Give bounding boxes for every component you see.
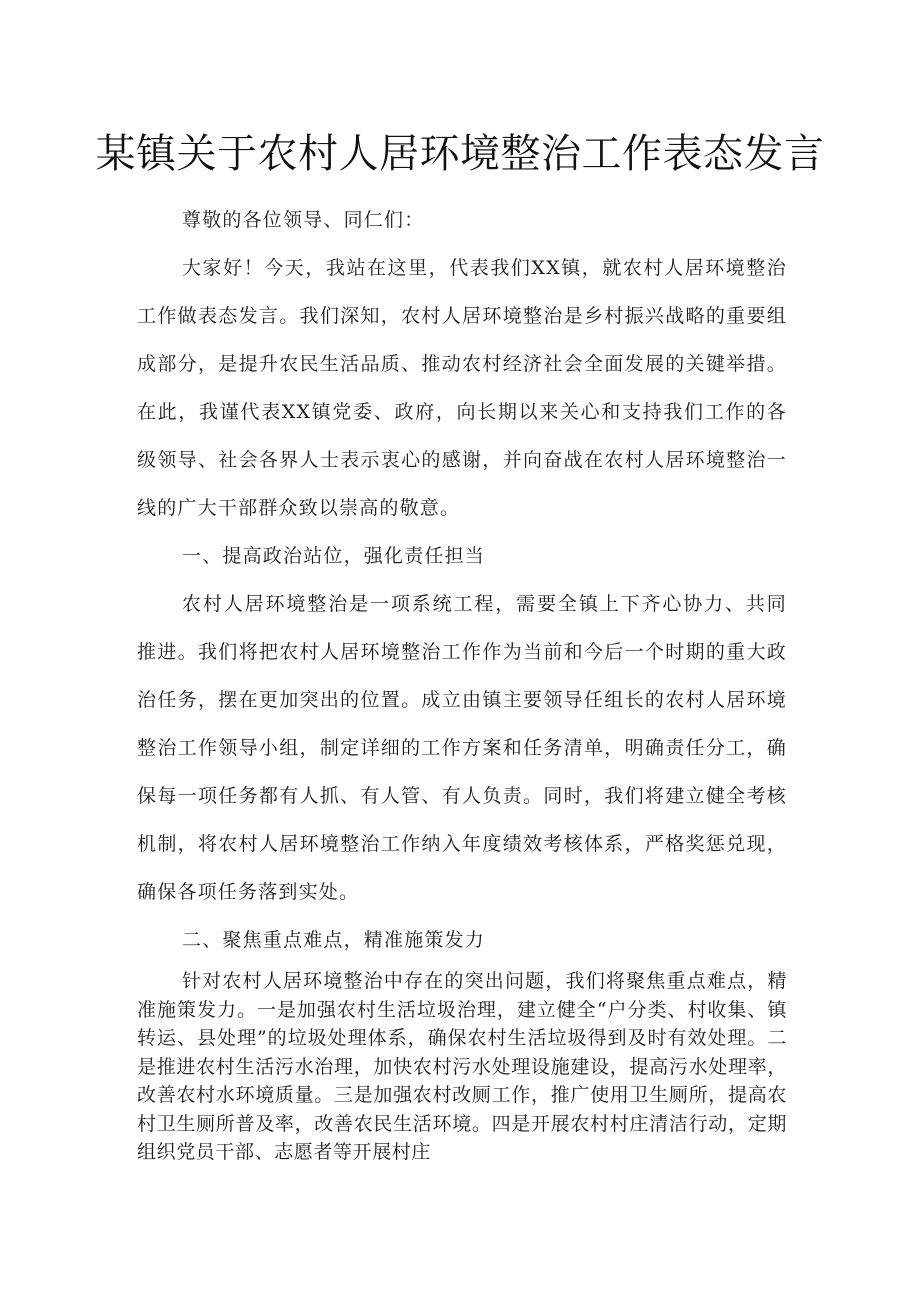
greeting: 尊敬的各位领导、同仁们：: [182, 209, 425, 231]
document-title: 某镇关于农村人居环境整治工作表态发言: [95, 131, 825, 177]
section-heading-1: 一、提高政治站位，强化责任担当: [182, 545, 486, 567]
section-heading-2: 二、聚焦重点难点，精准施策发力: [182, 929, 486, 951]
document-body: [137, 196, 787, 964]
paragraph-opening: 大家好！今天，我站在这里，代表我们XX镇，就农村人居环境整治工作做表态发言。我们深知，农村人居环境整治是乡村振兴战略的重要组成部分，是提升农民生活品质、推动农村经济社会全面发展的关键举措。在此，我谨代表XX镇党委、政府，向长期以来关心和支持我们工作的各级领导、社会各界人士表示衷心的感谢，并向奋战在农村人居环境整治一线的广大干部群众致以崇高的敬意。: [137, 257, 787, 519]
paragraph-section-1: 农村人居环境整治是一项系统工程，需要全镇上下齐心协力、共同推进。我们将把农村人居环境整治工作作为当前和今后一个时期的重大政治任务，摆在更加突出的位置。成立由镇主要领导任组长的农村人居环境整治工作领导小组，制定详细的工作方案和任务清单，明确责任分工，确保每一项任务都有人抓、有人管、有人负责。同时，我们将建立健全考核机制，将农村人居环境整治工作纳入年度绩效考核体系，严格奖惩兑现，确保各项任务落到实处。: [137, 593, 787, 903]
paragraph-section-2: 针对农村人居环境整治中存在的突出问题，我们将聚焦重点难点，精准施策发力。一是加强农村生活垃圾治理，建立健全“户分类、村收集、镇转运、县处理”的垃圾处理体系，确保农村生活垃圾得到及时有效处理。二是推进农村生活污水治理，加快农村污水处理设施建设，提高污水处理率，改善农村水环境质量。三是加强农村改厕工作，推广使用卫生厕所，提高农村卫生厕所普及率，改善农民生活环境。四是开展农村村庄清洁行动，定期组织党员干部、志愿者等开展村庄: [137, 970, 787, 1163]
document-body-continued: [137, 967, 787, 1167]
